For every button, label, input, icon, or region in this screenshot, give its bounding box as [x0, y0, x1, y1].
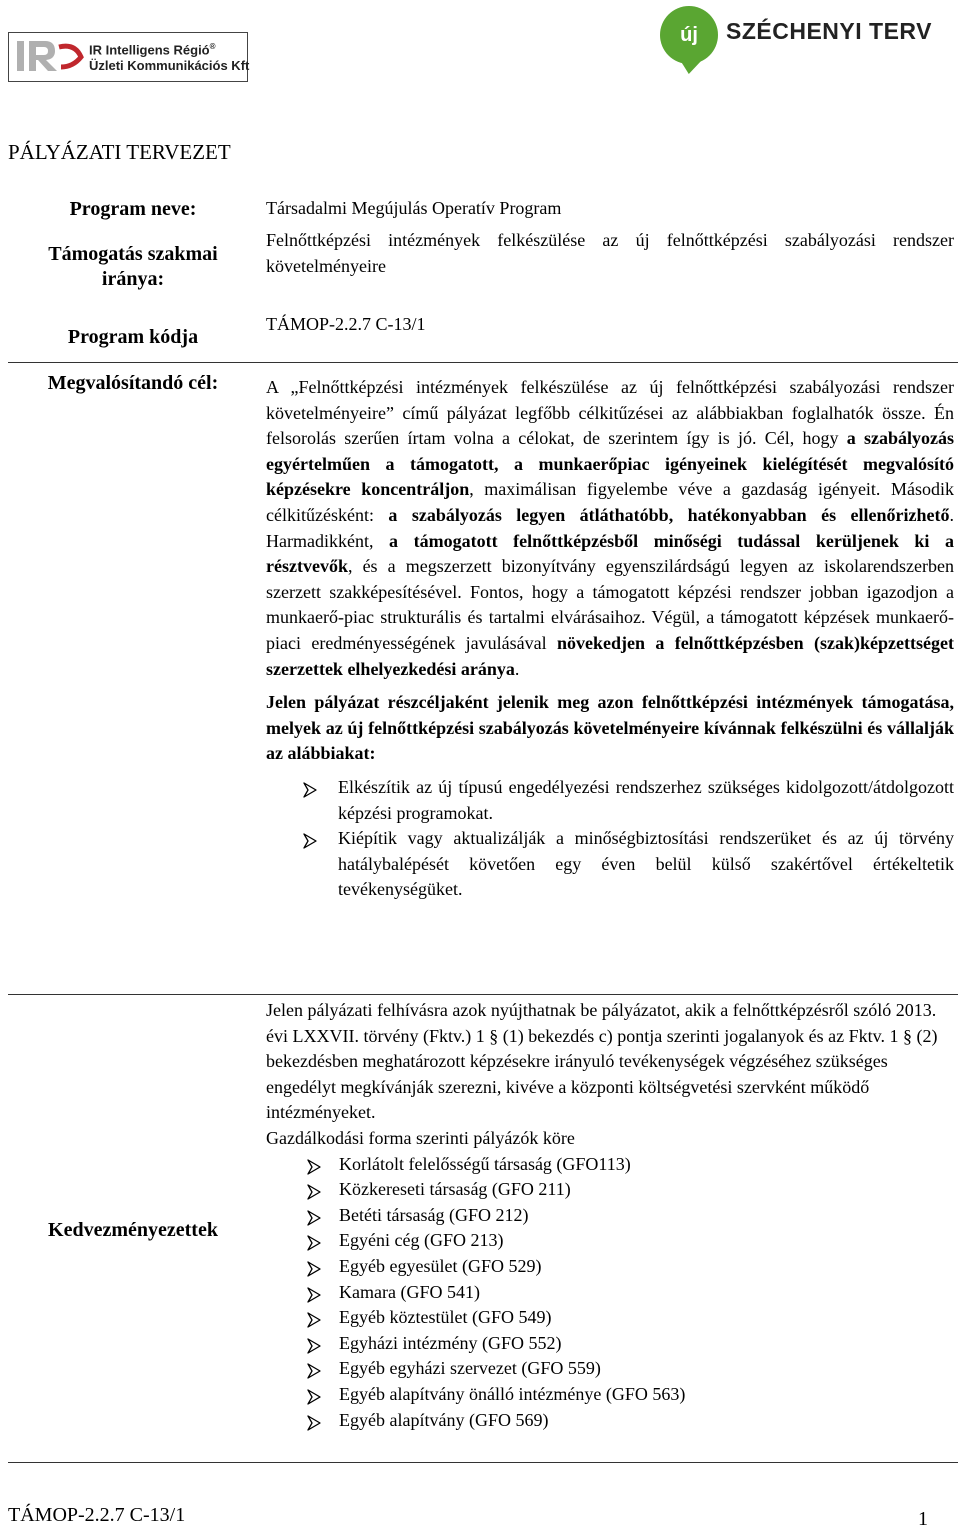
- goal-emphasis: növekedjen a felnőttképzésben (szak)képzettséget szerzettek elhelyezkedési aránya: [266, 632, 954, 679]
- list-item: [266, 775, 954, 826]
- list-item-text: Kiépítik vagy aktualizálják a minőségbiztosítási rendszerüket és az új törvény hatálybalépését követően egy éven belül külső szakértővel értékeltetik tevékenységüket.: [338, 828, 954, 900]
- goal-content: [266, 375, 954, 903]
- goal-subgoal-paragraph: Jelen pályázat részcéljaként jelenik meg azon felnőttképzési intézmények támogatása, melyek az új felnőttképzési szabályozás követelményeire kívánnak felkészülni és vállalják az alábbiakat:: [266, 692, 954, 764]
- goal-emphasis: a szabályozás legyen átláthatóbb, hatékonyabban és ellenőrizhető: [388, 504, 950, 525]
- goal-emphasis: a szabályozás egyértelműen a támogatott, a munkaerőpiac igényeinek kielégítését megvalósító képzésekre koncentráljon: [266, 428, 955, 500]
- arrow-bullet-icon: [306, 1285, 322, 1301]
- list-item: [266, 1382, 954, 1408]
- ir-logo: [8, 32, 248, 82]
- document-title: PÁLYÁZATI TERVEZET: [8, 140, 231, 164]
- beneficiaries-subheading: Gazdálkodási forma szerinti pályázók köre: [266, 1127, 575, 1148]
- list-item: [266, 1331, 954, 1357]
- list-item-text: Egyéb egyesület (GFO 529): [339, 1255, 542, 1276]
- list-item-text: Egyházi intézmény (GFO 552): [339, 1332, 562, 1353]
- goal-bullet-list: [266, 775, 954, 903]
- list-item: [266, 1305, 954, 1331]
- goal-text: A „Felnőttképzési intézmények felkészülése az új felnőttképzési szabályozási rendszer követelményeire” című pályázat legfőbb célkitűzései az alábbiakban foglalhatók össze. Én felsorolás szerűen írtam volna a célokat, de szerintem így is jó. Cél, hogy: [266, 377, 954, 449]
- support-direction-label: Támogatás szakmai iránya:: [48, 243, 218, 290]
- goal-text: .: [514, 658, 520, 679]
- arrow-bullet-icon: [306, 1310, 322, 1326]
- arrow-bullet-icon: [306, 1182, 322, 1198]
- list-item-text: Egyéb alapítvány (GFO 569): [339, 1409, 549, 1430]
- registered-mark: ®: [209, 42, 216, 51]
- list-item: [266, 1254, 954, 1280]
- list-item-text: Kamara (GFO 541): [339, 1281, 480, 1302]
- goal-emphasis: a támogatott felnőttképzésből minőségi tudással kerüljenek ki a résztvevők: [266, 530, 954, 577]
- goal-text: , maximálisan figyelembe véve a gazdaság igényeit. Második célkitűzésként:: [266, 479, 954, 525]
- beneficiaries-label: Kedvezményezettek: [48, 1219, 218, 1241]
- program-name-label: Program neve:: [69, 198, 197, 220]
- list-item: [266, 1280, 954, 1306]
- beneficiaries-content: [266, 998, 954, 1433]
- arrow-bullet-icon: [306, 1361, 322, 1377]
- list-item: [266, 1203, 954, 1229]
- beneficiaries-paragraph: Jelen pályázati felhívásra azok nyújthatnak be pályázatot, akik a felnőttképzésről szóló 2013. évi LXXVII. törvény (Fktv.) 1 § (1) bekezdés c) pontja szerinti jogalanyok és az Fktv. 1 § (2) bekezdésben meghatározott képzésekre irányuló tevékenységek végzéséhez szükséges engedélyt megkívánják szerezni, kivéve a központi költségvetési szervként működő intézményeket.: [266, 1000, 938, 1123]
- arrow-bullet-icon: [306, 1259, 322, 1275]
- list-item-text: Egyéni cég (GFO 213): [339, 1230, 504, 1251]
- list-item-text: Elkészítik az új típusú engedélyezési rendszerhez szükséges kidolgozott/átdolgozott képzési programokat.: [338, 776, 954, 823]
- list-item-text: Egyéb egyházi szervezet (GFO 559): [339, 1358, 601, 1379]
- arrow-bullet-icon: [302, 780, 318, 796]
- ir-logo-line2: Üzleti Kommunikációs Kft: [89, 58, 250, 74]
- ir-logo-mark-icon: [15, 37, 85, 77]
- support-direction-value: Felnőttképzési intézmények felkészülése az új felnőttképzési szabályozási rendszer követelményeire: [266, 230, 954, 276]
- arrow-bullet-icon: [306, 1208, 322, 1224]
- goal-label: Megvalósítandó cél:: [47, 372, 219, 394]
- list-item-text: Korlátolt felelősségű társaság (GFO113): [339, 1153, 631, 1174]
- list-item: [266, 1228, 954, 1254]
- arrow-bullet-icon: [306, 1387, 322, 1403]
- program-code-label: Program kódja: [67, 326, 199, 348]
- szechenyi-name: SZÉCHENYI TERV: [726, 18, 932, 44]
- page-number: 1: [918, 1508, 928, 1530]
- footer-program-code: TÁMOP-2.2.7 C-13/1: [8, 1504, 186, 1526]
- list-item: [266, 826, 954, 903]
- list-item-text: Betéti társaság (GFO 212): [339, 1204, 529, 1225]
- ir-logo-text: [89, 39, 249, 74]
- szechenyi-logo: [660, 4, 932, 76]
- table-bottom-border: [8, 1462, 958, 1463]
- list-item-text: Egyéb köztestület (GFO 549): [339, 1307, 552, 1328]
- szechenyi-badge: új: [660, 6, 718, 64]
- row-divider: [8, 994, 958, 995]
- list-item: [266, 1408, 954, 1434]
- arrow-bullet-icon: [306, 1336, 322, 1352]
- row-divider: [8, 362, 958, 363]
- arrow-bullet-icon: [306, 1413, 322, 1429]
- organization-form-list: [266, 1152, 954, 1434]
- leaf-icon: [680, 60, 702, 74]
- goal-paragraph: [266, 375, 954, 682]
- program-code-value: TÁMOP-2.2.7 C-13/1: [266, 314, 426, 334]
- list-item-text: Közkereseti társaság (GFO 211): [339, 1179, 571, 1200]
- arrow-bullet-icon: [306, 1233, 322, 1249]
- arrow-bullet-icon: [302, 831, 318, 847]
- goal-text: . Harmadikként,: [266, 504, 954, 551]
- list-item: [266, 1152, 954, 1178]
- list-item: [266, 1356, 954, 1382]
- list-item: [266, 1177, 954, 1203]
- goal-text: , és a megszerzett bizonyítvány egyenszilárdságú legyen az iskolarendszerben szerzett szakképesítésével. Fontos, hogy a támogatott képzési rendszer jobban igazodjon a munkaerő-piac strukturális és tartalmi elvárásaihoz. Végül, a támogatott képzések munkaerő-piaci eredményességének javulásával: [266, 556, 954, 653]
- ir-logo-line1: IR Intelligens Régió: [89, 42, 210, 58]
- arrow-bullet-icon: [306, 1157, 322, 1173]
- program-name-value: Társadalmi Megújulás Operatív Program: [266, 198, 562, 218]
- list-item-text: Egyéb alapítvány önálló intézménye (GFO 563): [339, 1383, 686, 1404]
